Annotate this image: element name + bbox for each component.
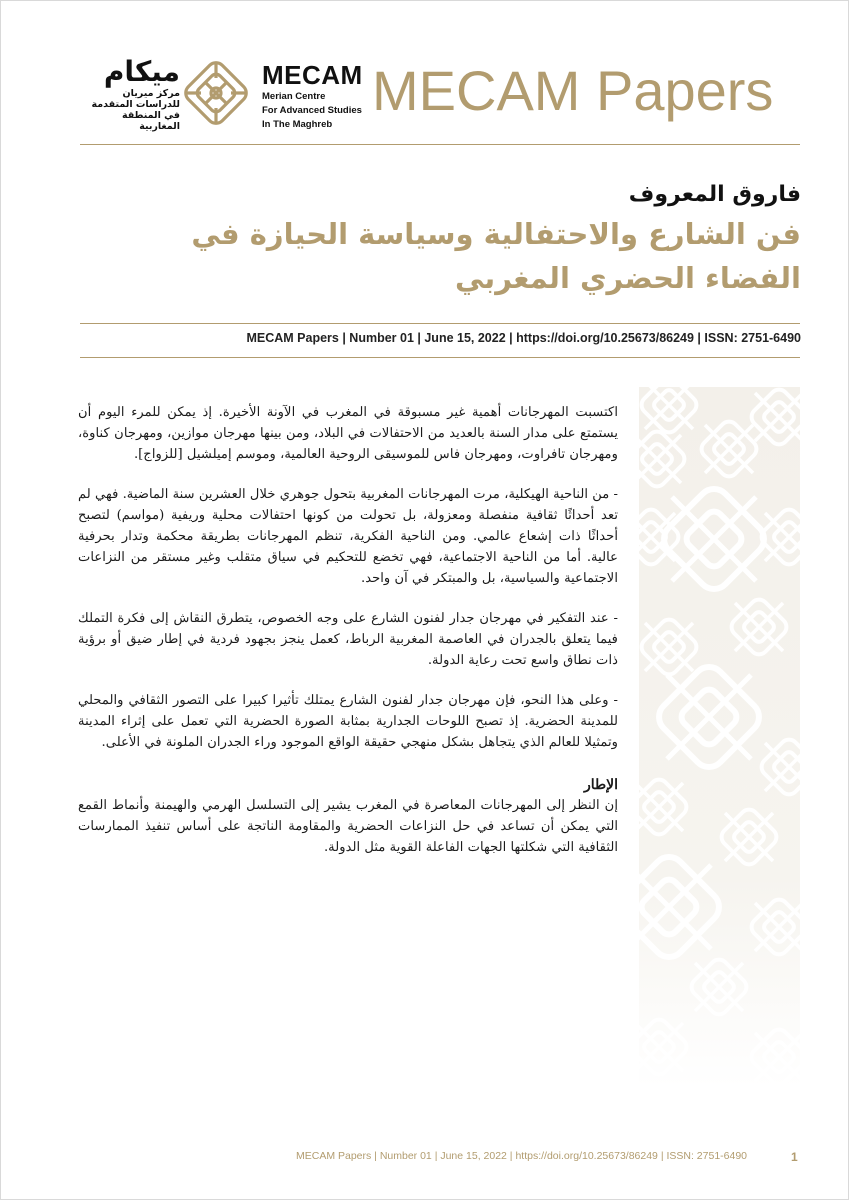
logo-mecam-line-3: In The Maghreb [262,119,333,130]
logo-arabic-line-2: للدراسات المتقدمة [91,99,180,110]
logo-arabic [80,56,180,132]
citation-line: MECAM Papers | Number 01 | June 15, 2022 | https://doi.org/10.25673/86249 | ISSN: 2751-6490 [246,331,801,345]
paragraph-3: - عند التفكير في مهرجان جدار لفنون الشارع على وجه الخصوص، يتطرق النقاش إلى فكرة التملك فيما يتعلق بالجدران في العاصمة المغربية الرباط، كعمل ينجز بجهود فردية في إطار ضيق أو برؤية ذات نطاق واسع تحت رعاية الدولة. [78,611,618,668]
logo-mecam-line-1: Merian Centre [262,91,326,102]
logo-mecam-word: MECAM [262,60,363,90]
logo-arabic-line-3: في المنطقة المغاربية [121,110,180,132]
paper-title: فن الشارع والاحتفالية وسياسة الحيازة في الفضاء الحضري المغربي [191,217,801,295]
author-name: فاروق المعروف [628,182,801,207]
paragraph-4: - وعلى هذا النحو، فإن مهرجان جدار لفنون الشارع يمتلك تأثيرا كبيرا على التصور الثقافي والمحلي للمدينة الحضرية. إذ تصبح اللوحات الجدارية بمثابة الصورة الحضرية التي تعمل على إثراء المدينة وتمثيلا للعالم الذي يتجاهل بشكل منهجي حقيقة الواقع الموجود وراء الجدران الملونة في الأعلى. [78,693,618,750]
citation-divider [80,357,800,358]
logo-mecam [262,62,363,130]
body-text [78,402,618,877]
logo-arabic-name: ميكام [103,55,180,88]
title-divider [80,323,800,324]
footer-citation: MECAM Papers | Number 01 | June 15, 2022 | https://doi.org/10.25673/86249 | ISSN: 2751-6490 [296,1150,748,1162]
knot-pattern-icon [639,387,800,1088]
section-heading: الإطار [583,777,618,793]
series-title: MECAM Papers [372,59,774,122]
mecam-knot-icon [179,56,253,130]
paragraph-2: - من الناحية الهيكلية، مرت المهرجانات المغربية بتحول جوهري خلال العشرين سنة الماضية. فهي لم تعد أحداثًا ثقافية منفصلة ومعزولة، بل تحولت من كونها احتفالات محلية وريفية (مواسم) لتصبح أحداثًا ذات إشعاع عالمي. ومن الناحية الفكرية، تنظم المهرجانات بطريقة محكمة وتدار بحرفية عالية. أما من الناحية الاجتماعية، فهي تخضع للتحكيم في سياق متقلب وغير مستقر من النزاعات الاجتماعية والسياسية، بل والمبتكر في آن واحد. [78,487,618,586]
logo-mecam-line-2: For Advanced Studies [262,105,362,116]
page-number: 1 [791,1150,798,1164]
paragraph-5: إن النظر إلى المهرجانات المعاصرة في المغرب يشير إلى التسلسل الهرمي والهيمنة وأنماط القمع التي يمكن أن تساعد في حل النزاعات الحضرية والمقاومة الناتجة على أساس تنفيذ الممارسات الثقافية التي شكلتها الجهات الفاعلة القوية مثل الدولة. [78,798,618,855]
paragraph-1: اكتسبت المهرجانات أهمية غير مسبوقة في المغرب في الآونة الأخيرة. إذ يمكن للمرء اليوم أن يستمتع على مدار السنة بالعديد من الاحتفالات في البلاد، ومن بينها مهرجان موازين، ومهرجان كناوة، ومهرجان تافراوت، ومهرجان فاس للموسيقى الروحية العالمية، وموسم إميلشيل [للزواج]. [78,405,618,462]
logo-arabic-line-1: مركز ميريان [122,88,180,99]
header-divider [80,144,800,145]
